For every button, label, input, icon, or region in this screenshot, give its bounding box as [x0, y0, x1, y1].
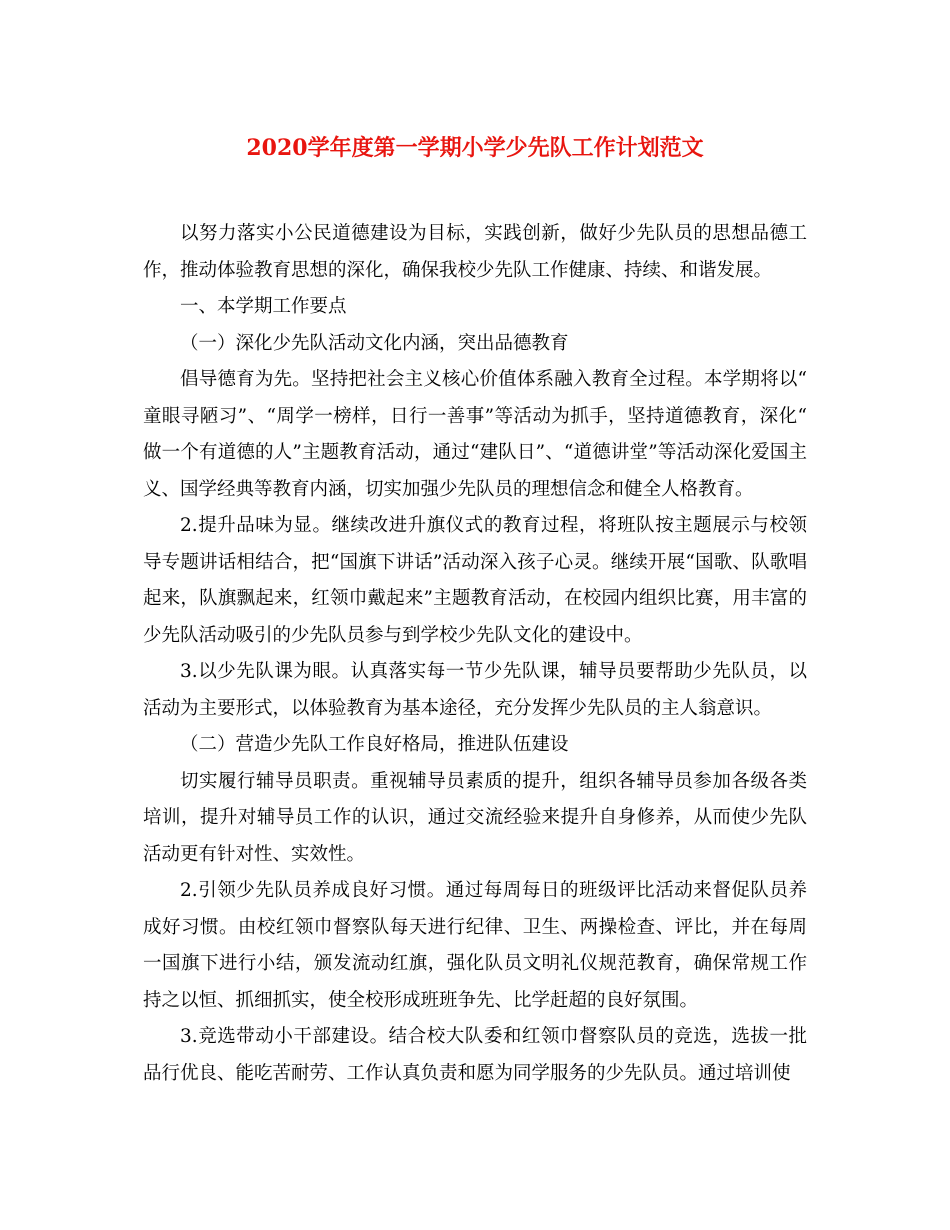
subsection-heading-2: （二）营造少先队工作良好格局，推进队伍建设: [180, 734, 569, 755]
paragraph-intro: 以努力落实小公民道德建设为目标，实践创新，做好少先队员的思想品德工作，推动体验教育思想的深化，确保我校少先队工作健康、持续、和谐发展。: [143, 223, 807, 281]
section-heading-1: 一、本学期工作要点: [180, 296, 347, 317]
paragraph-good-habits: 2.引领少先队员养成良好习惯。通过每周每日的班级评比活动来督促队员养成好习惯。由校红领巾督察队每天进行纪律、卫生、两操检查、评比，并在每周一国旗下进行小结，颁发流动红旗，强化队员文明礼仪规范教育，确保常规工作持之以恒、抓细抓实，使全校形成班班争先、比学赶超的良好氛围。: [143, 880, 807, 1011]
paragraph-counselor-duties: 切实履行辅导员职责。重视辅导员素质的提升，组织各辅导员参加各级各类培训，提升对辅导员工作的认识，通过交流经验来提升自身修养，从而使少先队活动更有针对性、实效性。: [143, 770, 807, 865]
document-body: [143, 216, 807, 1092]
paragraph-cadre-election: 3.竞选带动小干部建设。结合校大队委和红领巾督察队员的竞选，选拔一批品行优良、能吃苦耐劳、工作认真负责和愿为同学服务的少先队员。通过培训使: [143, 1026, 807, 1084]
paragraph-pioneer-class: 3.以少先队课为眼。认真落实每一节少先队课，辅导员要帮助少先队员，以活动为主要形式，以体验教育为基本途径，充分发挥少先队员的主人翁意识。: [143, 661, 807, 719]
subsection-heading-1: （一）深化少先队活动文化内涵，突出品德教育: [180, 332, 569, 354]
paragraph-flag-ceremony: 2.提升品味为显。继续改进升旗仪式的教育过程，将班队按主题展示与校领导专题讲话相结合，把“国旗下讲话”活动深入孩子心灵。继续开展“国歌、队歌唱起来，队旗飘起来，红领巾戴起来”主题教育活动，在校园内组织比赛，用丰富的少先队活动吸引的少先队员参与到学校少先队文化的建设中。: [143, 515, 807, 646]
paragraph-moral-education: 倡导德育为先。坚持把社会主义核心价值体系融入教育全过程。本学期将以“童眼寻陋习”、“周学一榜样，日行一善事”等活动为抓手，坚持道德教育，深化“做一个有道德的人”主题教育活动，通过“建队日”、“道德讲堂”等活动深化爱国主义、国学经典等教育内涵，切实加强少先队员的理想信念和健全人格教育。: [143, 369, 807, 500]
document-title: 2020学年度第一学期小学少先队工作计划范文: [246, 135, 704, 161]
